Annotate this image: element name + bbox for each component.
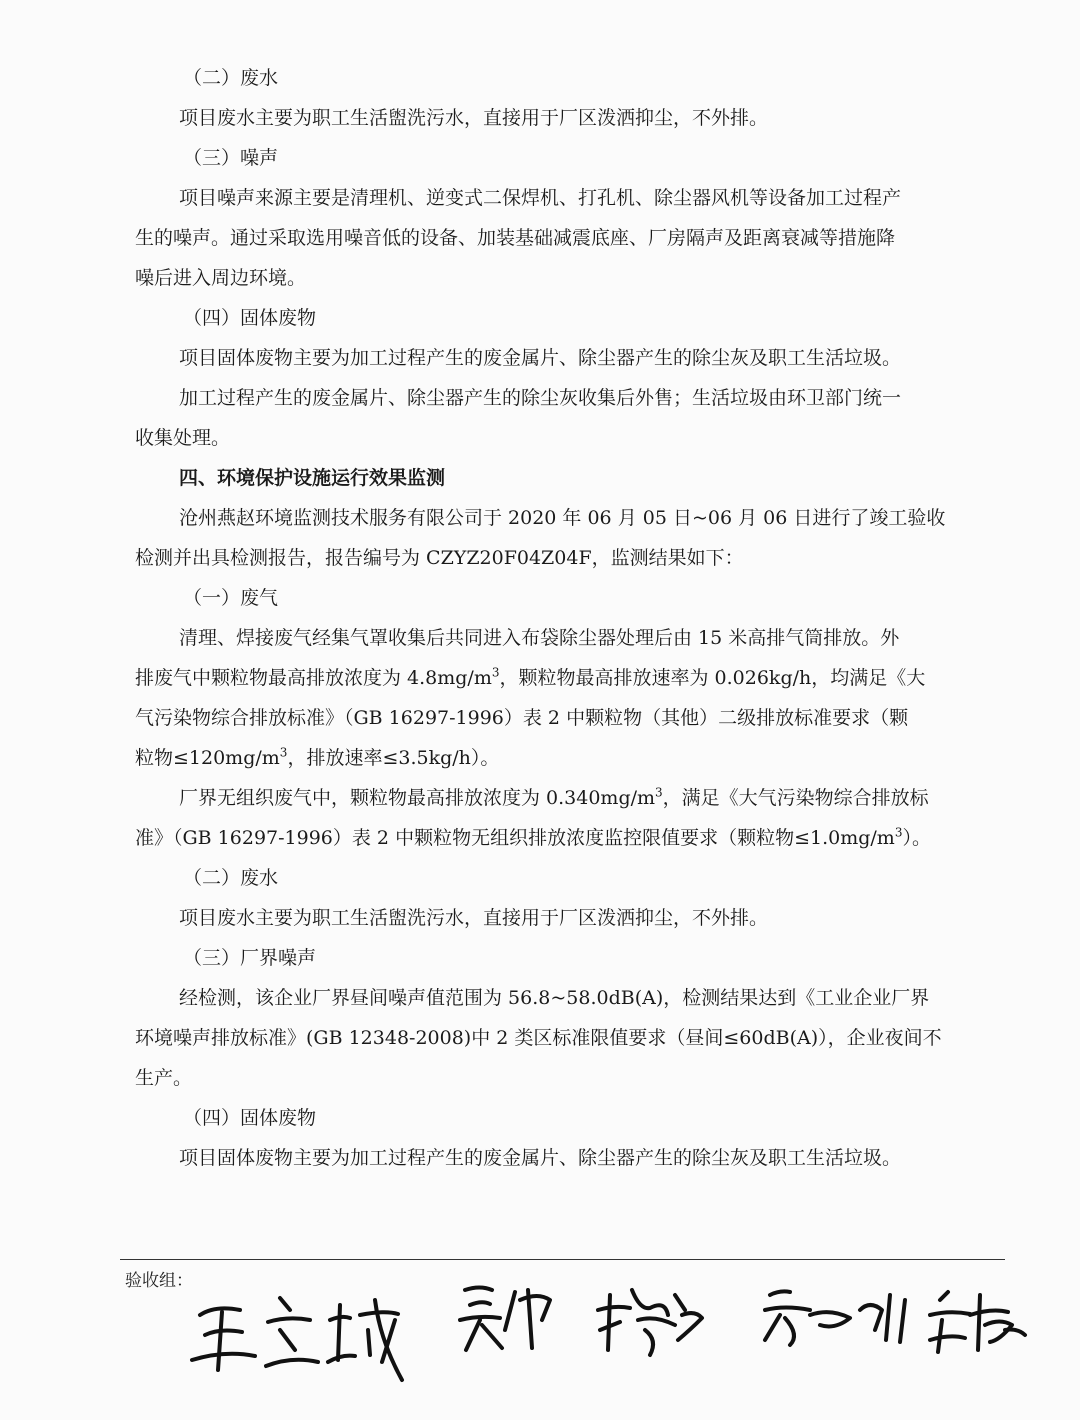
text-segment: 准》（GB 16297-1996）表 2 中颗粒物无组织排放浓度监控限值要求（颗粒物≤1.0mg/m [135,827,895,849]
paragraph-line [135,778,1010,818]
text-segment: ，颗粒物最高排放速率为 0.026kg/h，均满足《大 [499,667,926,689]
superscript: 3 [655,785,663,800]
paragraph-line: 收集处理。 [135,427,231,449]
signature-4 [765,1291,905,1345]
section-heading: 四、环境保护设施运行效果监测 [179,467,446,489]
signature-3 [598,1290,702,1355]
paragraph-line [135,738,1010,778]
superscript: 3 [279,745,288,760]
text-segment: 厂界无组织废气中，颗粒物最高排放浓度为 0.340mg/m [179,787,656,809]
text-segment: 粒物≤120mg/m [135,747,280,769]
paragraph-line: 项目废水主要为职工生活盥洗污水，直接用于厂区泼洒抑尘，不外排。 [179,907,769,929]
section-heading: （三）厂界噪声 [183,947,317,969]
superscript: 3 [491,665,500,680]
paragraph-line: 生产。 [135,1067,193,1089]
text-segment: ，满足《大气污染物综合排放标 [662,787,929,809]
text-segment: 排废气中颗粒物最高排放浓度为 4.8mg/m [135,667,492,689]
section-heading: （二）废水 [183,867,279,889]
document-body [135,58,1010,1178]
paragraph-line: 噪后进入周边环境。 [135,267,307,289]
signature-1 [192,1298,402,1380]
paragraph-line: 清理、焊接废气经集气罩收集后共同进入布袋除尘器处理后由 15 米高排气筒排放。外 [179,627,900,649]
footer-divider [120,1259,1005,1260]
paragraph-line: 环境噪声排放标准》(GB 12348-2008)中 2 类区标准限值要求（昼间≤60dB(A)），企业夜间不 [135,1027,942,1049]
paragraph-line: 气污染物综合排放标准》（GB 16297-1996）表 2 中颗粒物（其他）二级排放标准要求（颗 [135,707,909,729]
text-segment: ，排放速率≤3.5kg/h）。 [287,747,500,769]
paragraph-line: 沧州燕赵环境监测技术服务有限公司于 2020 年 06 月 05 日~06 月 06 日进行了竣工验收 [179,507,946,529]
paragraph-line: 检测并出具检测报告，报告编号为 CZYZ20F04Z04F，监测结果如下： [135,547,744,569]
superscript: 3 [894,825,903,840]
paragraph-line: 经检测，该企业厂界昼间噪声值范围为 56.8~58.0dB(A)，检测结果达到《工业企业厂界 [179,987,930,1009]
paragraph-line: 项目固体废物主要为加工过程产生的废金属片、除尘器产生的除尘灰及职工生活垃圾。 [179,1147,902,1169]
paragraph-line: 生的噪声。通过采取选用噪音低的设备、加装基础减震底座、厂房隔声及距离衰减等措施降 [135,227,896,249]
paragraph-line [135,818,1010,858]
paragraph-line [135,658,1010,698]
section-heading: （四）固体废物 [183,1107,317,1129]
signature-5 [930,1292,1025,1352]
paragraph-line: 项目固体废物主要为加工过程产生的废金属片、除尘器产生的除尘灰及职工生活垃圾。 [179,347,902,369]
paragraph-line: 项目废水主要为职工生活盥洗污水，直接用于厂区泼洒抑尘，不外排。 [179,107,769,129]
section-heading: （一）废气 [183,587,279,609]
text-segment: ）。 [902,827,931,849]
handwritten-signatures [170,1270,1050,1400]
section-heading: （二）废水 [183,67,279,89]
section-heading: （四）固体废物 [183,307,317,329]
acceptance-group-label: 验收组： [125,1271,193,1291]
signature-2 [460,1288,550,1351]
section-heading: （三）噪声 [183,147,279,169]
signature-area [170,1270,1050,1400]
paragraph-line: 项目噪声来源主要是清理机、逆变式二保焊机、打孔机、除尘器风机等设备加工过程产 [179,187,902,209]
paragraph-line: 加工过程产生的废金属片、除尘器产生的除尘灰收集后外售；生活垃圾由环卫部门统一 [179,387,902,409]
